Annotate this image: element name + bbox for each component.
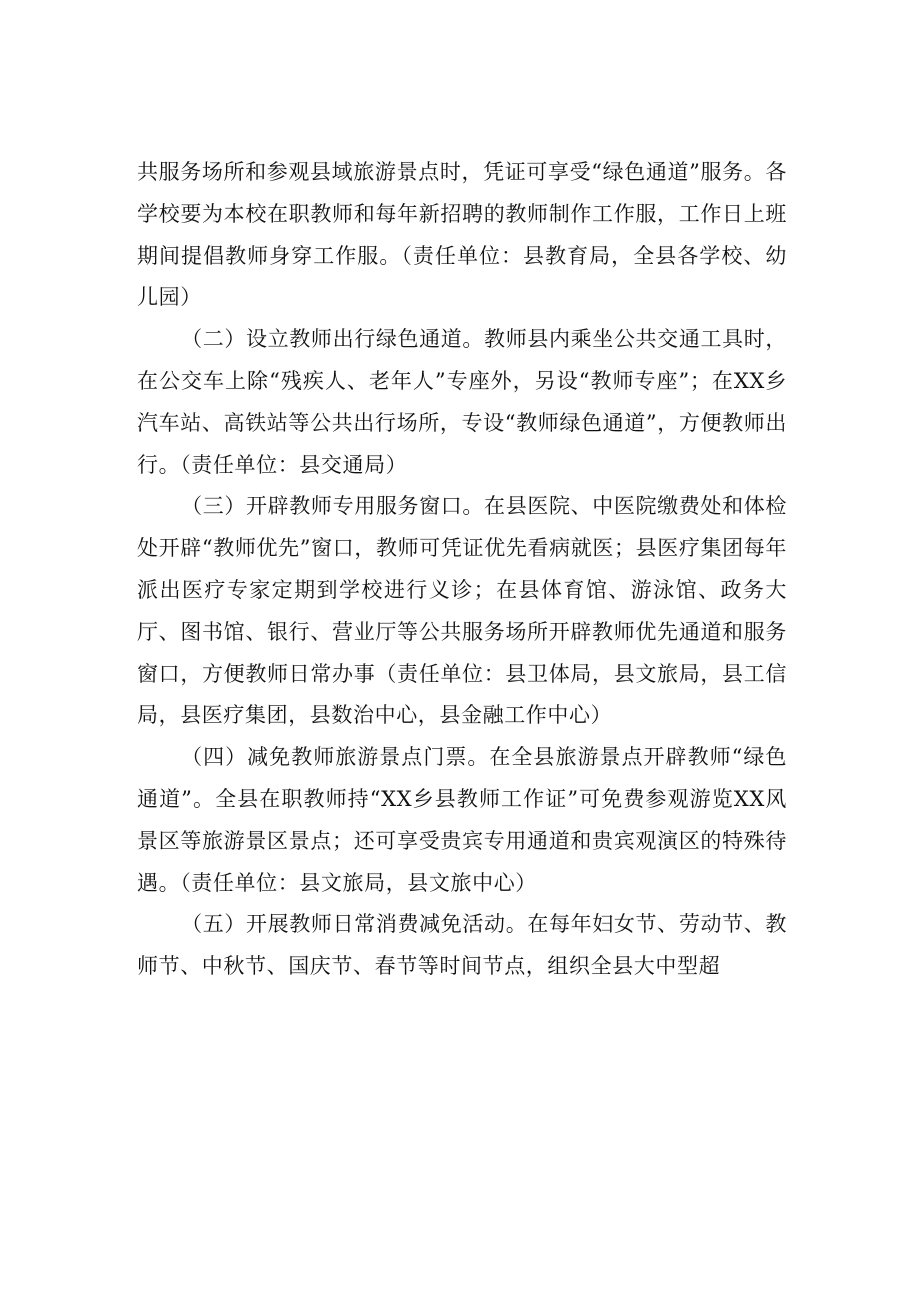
paragraph-continuation: 共服务场所和参观县域旅游景点时，凭证可享受“绿色通道”服务。各学校要为本校在职教师和每年新招聘的教师制作工作服，工作日上班期间提倡教师身穿工作服。（责任单位：县教育局，全县各学校、幼儿园） [137, 160, 787, 310]
paragraph-item-2: （二）设立教师出行绿色通道。教师县内乘坐公共交通工具时，在公交车上除“残疾人、老年人”专座外，另设“教师专座”；在XX乡汽车站、高铁站等公共出行场所，专设“教师绿色通道”，方便教师出行。（责任单位：县交通局） [137, 327, 787, 477]
document-body [137, 152, 787, 988]
paragraph-item-5: （五）开展教师日常消费减免活动。在每年妇女节、劳动节、教师节、中秋节、国庆节、春节等时间节点，组织全县大中型超 [137, 912, 787, 979]
paragraph-item-3: （三）开辟教师专用服务窗口。在县医院、中医院缴费处和体检处开辟“教师优先”窗口，教师可凭证优先看病就医；县医疗集团每年派出医疗专家定期到学校进行义诊；在县体育馆、游泳馆、政务大厅、图书馆、银行、营业厅等公共服务场所开辟教师优先通道和服务窗口，方便教师日常办事（责任单位：县卫体局，县文旅局，县工信局，县医疗集团，县数治中心，县金融工作中心） [137, 494, 787, 728]
paragraph-item-4: （四）减免教师旅游景点门票。在全县旅游景点开辟教师“绿色通道”。全县在职教师持“XX乡县教师工作证”可免费参观游览XX风景区等旅游景区景点；还可享受贵宾专用通道和贵宾观演区的特殊待遇。（责任单位：县文旅局，县文旅中心） [137, 745, 787, 895]
